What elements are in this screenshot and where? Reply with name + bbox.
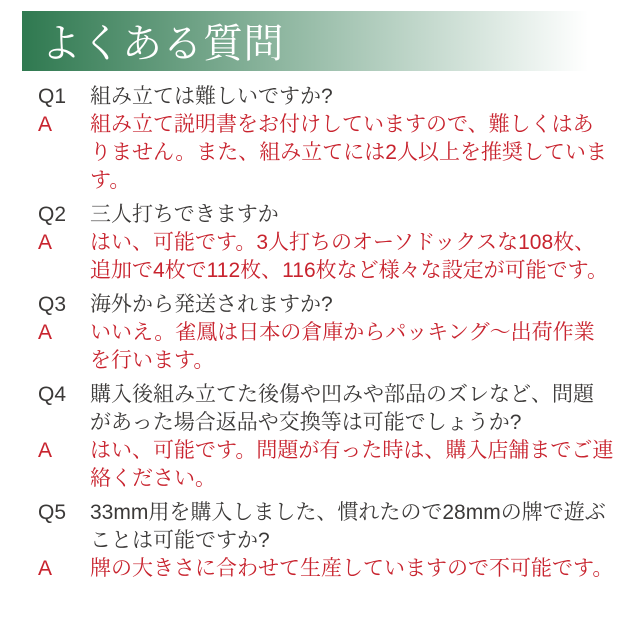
question-label: Q5 xyxy=(38,501,67,524)
question-row xyxy=(38,201,614,229)
question-label: Q4 xyxy=(38,383,67,406)
answer-text: はい、可能です。問題が有った時は、購入店舗までご連絡ください。 xyxy=(90,439,614,490)
answer-text: いいえ。雀鳳は日本の倉庫からパッキング〜出荷作業を行います。 xyxy=(90,321,595,372)
answer-label: A xyxy=(38,557,53,580)
faq-item xyxy=(38,83,614,195)
question-row xyxy=(38,499,614,555)
answer-label: A xyxy=(38,231,53,254)
page-title: よくある質問 xyxy=(41,21,284,66)
question-row xyxy=(38,291,614,319)
answer-text: はい、可能です。3人打ちのオーソドックスな108枚、追加で4枚で112枚、116枚など様々な設定が可能です。 xyxy=(90,231,608,282)
question-row xyxy=(38,83,614,111)
question-text: 三人打ちできますか xyxy=(90,203,279,226)
answer-row xyxy=(38,229,614,285)
answer-label: A xyxy=(38,113,53,136)
question-text: 購入後組み立てた後傷や凹みや部品のズレなど、問題があった場合返品や交換等は可能でしょうか? xyxy=(90,383,594,434)
answer-text: 牌の大きさに合わせて生産していますので不可能です。 xyxy=(90,557,614,580)
answer-row xyxy=(38,437,614,493)
faq-item xyxy=(38,499,614,583)
faq-item xyxy=(38,291,614,375)
answer-label: A xyxy=(38,321,53,344)
faq-item xyxy=(38,381,614,493)
question-row xyxy=(38,381,614,437)
question-label: Q2 xyxy=(38,203,67,226)
faq-header-banner xyxy=(22,11,588,71)
answer-row xyxy=(38,555,614,583)
answer-label: A xyxy=(38,439,53,462)
question-text: 海外から発送されますか? xyxy=(90,293,333,316)
question-text: 組み立ては難しいですか? xyxy=(90,85,333,108)
question-label: Q3 xyxy=(38,293,67,316)
faq-list xyxy=(38,83,614,583)
faq-item xyxy=(38,201,614,285)
answer-text: 組み立て説明書をお付けしていますので、難しくはありません。また、組み立てには2人以上を推奨しています。 xyxy=(90,113,607,192)
answer-row xyxy=(38,319,614,375)
question-text: 33mm用を購入しました、慣れたので28mmの牌で遊ぶことは可能ですか? xyxy=(90,501,606,552)
answer-row xyxy=(38,111,614,195)
question-label: Q1 xyxy=(38,85,67,108)
